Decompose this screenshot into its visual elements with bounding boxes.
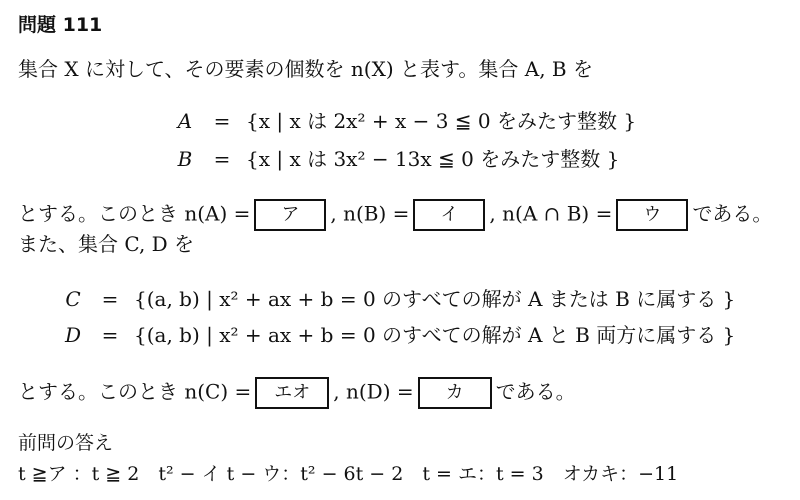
answer-box-ka[interactable]: カ	[418, 377, 492, 409]
answer-box-eo[interactable]: エオ	[255, 377, 329, 409]
question2-line	[18, 377, 576, 409]
question1-suffix: である。	[692, 201, 773, 226]
set-a-equals: =	[213, 109, 231, 133]
answer-box-i[interactable]: イ	[413, 199, 485, 231]
question1-sep2: , n(A ∩ B) =	[489, 201, 613, 226]
question1-line	[18, 199, 772, 231]
set-d-equals: =	[101, 323, 119, 347]
set-c-condition: {(a, b) | x² + ax + b = 0 のすべての解が A または B に属する }	[134, 287, 736, 311]
question2-intro: また、集合 C, D を	[18, 232, 195, 256]
set-d-symbol: D	[64, 323, 82, 347]
previous-answers-heading: 前問の答え	[18, 432, 114, 454]
set-c-symbol: C	[65, 287, 81, 311]
set-a-symbol: A	[177, 109, 193, 133]
set-c-equals: =	[101, 287, 119, 311]
set-a-condition: {x | x は 2x² + x − 3 ≦ 0 をみたす整数 }	[246, 109, 637, 133]
set-d-condition: {(a, b) | x² + ax + b = 0 のすべての解が A と B 両方に属する }	[134, 323, 736, 347]
question1-sep1: , n(B) =	[330, 201, 410, 226]
set-b-equals: =	[213, 147, 231, 171]
problem-intro: 集合 X に対して、その要素の個数を n(X) と表す。集合 A, B を	[18, 57, 593, 81]
problem-title: 問題 111	[18, 14, 103, 36]
question2-sep1: , n(D) =	[333, 379, 414, 404]
question2-prefix: とする。このとき n(C) =	[18, 379, 252, 404]
question1-prefix: とする。このとき n(A) =	[18, 201, 251, 226]
question2-suffix: である。	[495, 379, 576, 404]
set-b-symbol: B	[177, 147, 193, 171]
set-b-condition: {x | x は 3x² − 13x ≦ 0 をみたす整数 }	[246, 147, 620, 171]
answer-box-u[interactable]: ウ	[616, 199, 688, 231]
previous-answers: t ≧ア ：t ≧ 2 t² − イ t − ウ：t² − 6t − 2 t = エ：t = 3 オカキ：−11	[18, 463, 679, 485]
answer-box-a[interactable]: ア	[254, 199, 326, 231]
